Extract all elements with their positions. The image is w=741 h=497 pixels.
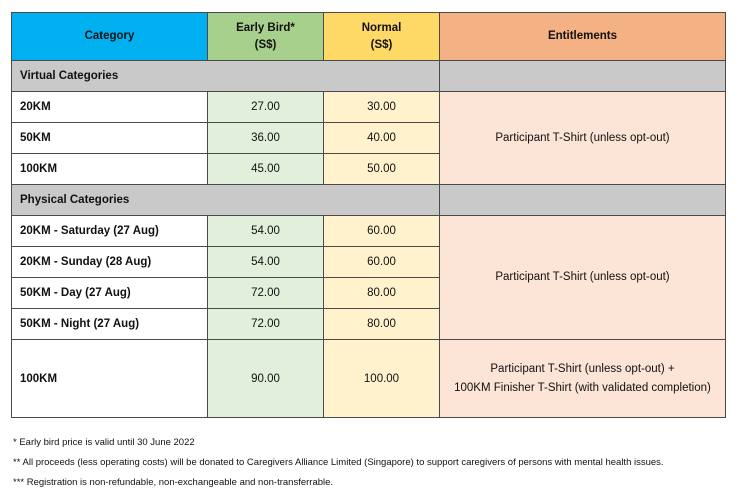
normal-price: 80.00 (324, 309, 440, 340)
entitlement-line: 100KM Finisher T-Shirt (with validated completion) (454, 381, 711, 394)
footnote: *** Registration is non-refundable, non-exchangeable and non-transferrable. (13, 477, 334, 488)
entitlement-cell: Participant T-Shirt (unless opt-out) (440, 92, 726, 185)
category-cell: 100KM (12, 154, 208, 185)
section-spacer (440, 185, 726, 216)
table-row (12, 216, 726, 247)
table-row (12, 340, 726, 418)
normal-price: 60.00 (324, 216, 440, 247)
header-early-bird-unit: (S$) (254, 38, 277, 51)
normal-price: 30.00 (324, 92, 440, 123)
normal-price: 100.00 (324, 340, 440, 418)
pricing-table (11, 12, 726, 418)
category-cell: 50KM (12, 123, 208, 154)
header-normal-title: Normal (361, 21, 402, 34)
early-bird-price: 72.00 (208, 278, 324, 309)
table-row (12, 92, 726, 123)
category-cell: 100KM (12, 340, 208, 418)
early-bird-price: 45.00 (208, 154, 324, 185)
early-bird-price: 54.00 (208, 247, 324, 278)
section-spacer (440, 61, 726, 92)
early-bird-price: 72.00 (208, 309, 324, 340)
category-cell: 50KM - Night (27 Aug) (12, 309, 208, 340)
header-entitlements: Entitlements (440, 13, 726, 61)
category-cell: 20KM - Saturday (27 Aug) (12, 216, 208, 247)
early-bird-price: 36.00 (208, 123, 324, 154)
header-category: Category (12, 13, 208, 61)
early-bird-price: 54.00 (208, 216, 324, 247)
section-row-physical (12, 185, 726, 216)
header-row (12, 13, 726, 61)
section-title-physical: Physical Categories (12, 185, 440, 216)
header-early-bird-title: Early Bird* (236, 21, 295, 34)
early-bird-price: 27.00 (208, 92, 324, 123)
normal-price: 50.00 (324, 154, 440, 185)
category-cell: 50KM - Day (27 Aug) (12, 278, 208, 309)
header-normal (324, 13, 440, 61)
entitlement-line: Participant T-Shirt (unless opt-out) + (490, 362, 675, 375)
footnote: * Early bird price is valid until 30 June 2022 (13, 437, 195, 448)
header-normal-unit: (S$) (370, 38, 393, 51)
footnotes (13, 437, 664, 497)
footnote: ** All proceeds (less operating costs) will be donated to Caregivers Alliance Limited (Singapore) to support caregivers of persons with mental health issues. (13, 457, 664, 468)
early-bird-price: 90.00 (208, 340, 324, 418)
category-cell: 20KM - Sunday (28 Aug) (12, 247, 208, 278)
normal-price: 40.00 (324, 123, 440, 154)
entitlement-cell: Participant T-Shirt (unless opt-out) (440, 216, 726, 340)
category-cell: 20KM (12, 92, 208, 123)
entitlement-cell (440, 340, 726, 418)
section-title-virtual: Virtual Categories (12, 61, 440, 92)
normal-price: 60.00 (324, 247, 440, 278)
section-row-virtual (12, 61, 726, 92)
header-early-bird (208, 13, 324, 61)
normal-price: 80.00 (324, 278, 440, 309)
